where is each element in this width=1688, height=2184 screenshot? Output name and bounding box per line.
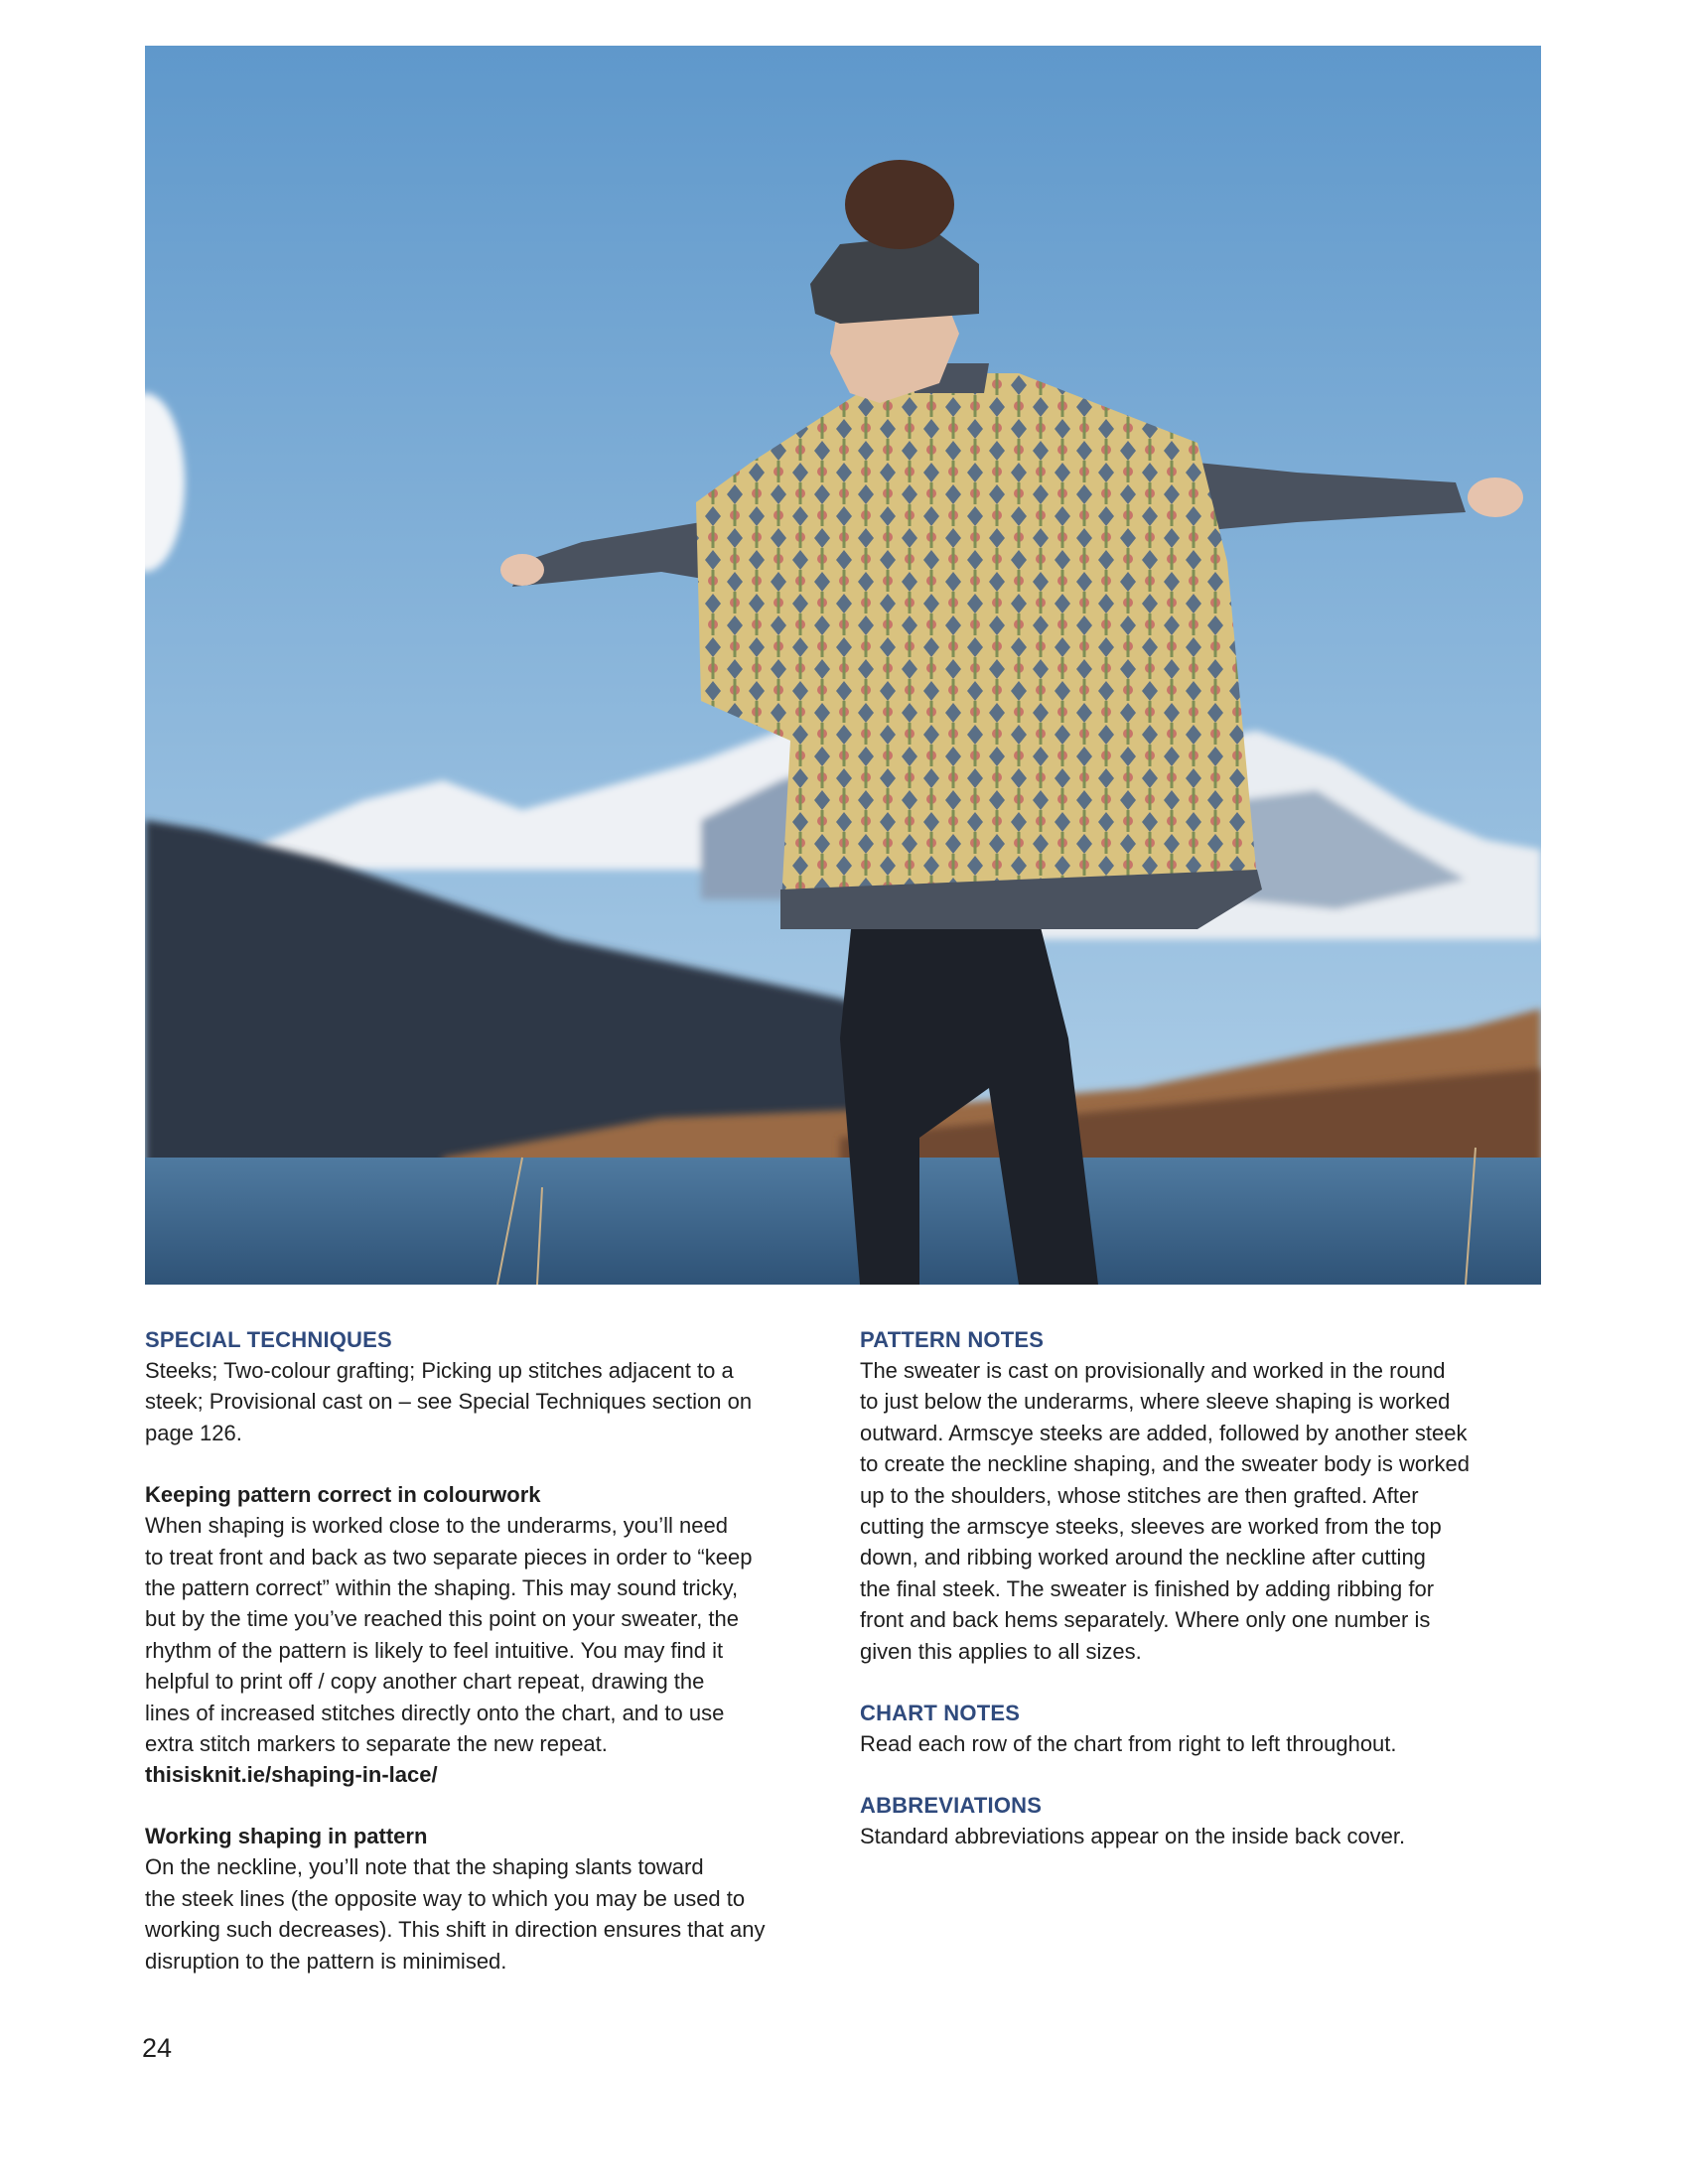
pattern-notes-line: front and back hems separately. Where only one number is [860,1607,1431,1633]
working-shaping-heading: Working shaping in pattern [145,1824,428,1849]
keeping-pattern-line: the pattern correct” within the shaping. This may sound tricky, [145,1575,739,1601]
keeping-pattern-line: lines of increased stitches directly onto the chart, and to use [145,1700,725,1725]
left-column [145,1324,830,1977]
water [145,1158,1541,1285]
special-techniques-line: Steeks; Two-colour grafting; Picking up stitches adjacent to a [145,1358,734,1383]
working-shaping-line: On the neckline, you’ll note that the shaping slants toward [145,1854,704,1880]
right-column [860,1324,1545,1852]
keeping-pattern-line: When shaping is worked close to the underarms, you’ll need [145,1513,728,1539]
pattern-notes-line: down, and ribbing worked around the neckline after cutting [860,1545,1426,1570]
chart-notes-line: Read each row of the chart from right to left throughout. [860,1731,1397,1757]
hair-bun [845,160,954,249]
pattern-notes-line: to create the neckline shaping, and the sweater body is worked [860,1451,1470,1477]
special-techniques-line: steek; Provisional cast on – see Special Techniques section on [145,1389,753,1415]
keeping-pattern-heading: Keeping pattern correct in colourwork [145,1482,541,1508]
special-techniques-line: page 126. [145,1420,242,1445]
shaping-in-lace-link[interactable]: thisisknit.ie/shaping-in-lace/ [145,1762,438,1788]
pattern-notes-line: given this applies to all sizes. [860,1638,1142,1664]
working-shaping-line: working such decreases). This shift in direction ensures that any [145,1917,766,1943]
keeping-pattern-line: rhythm of the pattern is likely to feel intuitive. You may find it [145,1637,724,1663]
special-techniques-heading: SPECIAL TECHNIQUES [145,1327,392,1352]
abbreviations-heading: ABBREVIATIONS [860,1793,1043,1819]
page-number: 24 [142,2033,173,2063]
keeping-pattern-line: extra stitch markers to separate the new repeat. [145,1731,608,1757]
pattern-notes-heading: PATTERN NOTES [860,1327,1045,1352]
pattern-notes-line: outward. Armscye steeks are added, followed by another steek [860,1420,1468,1445]
pattern-notes-line: the final steek. The sweater is finished by adding ribbing for [860,1575,1435,1601]
pattern-notes-line: up to the shoulders, whose stitches are then grafted. After [860,1482,1419,1508]
keeping-pattern-line: but by the time you’ve reached this point on your sweater, the [145,1606,740,1632]
working-shaping-line: disruption to the pattern is minimised. [145,1948,507,1974]
pattern-notes-line: to just below the underarms, where sleeve shaping is worked [860,1389,1451,1415]
abbreviations-line: Standard abbreviations appear on the inside back cover. [860,1824,1406,1849]
pattern-notes-line: The sweater is cast on provisionally and worked in the round [860,1358,1446,1383]
keeping-pattern-line: helpful to print off / copy another chart repeat, drawing the [145,1669,705,1695]
working-shaping-line: the steek lines (the opposite way to which you may be used to [145,1885,746,1911]
cover-photo [145,46,1541,1285]
photo-illustration [145,46,1541,1285]
pattern-notes-line: cutting the armscye steeks, sleeves are worked from the top [860,1514,1442,1540]
chart-notes-heading: CHART NOTES [860,1701,1021,1726]
keeping-pattern-line: to treat front and back as two separate pieces in order to “keep [145,1544,753,1570]
